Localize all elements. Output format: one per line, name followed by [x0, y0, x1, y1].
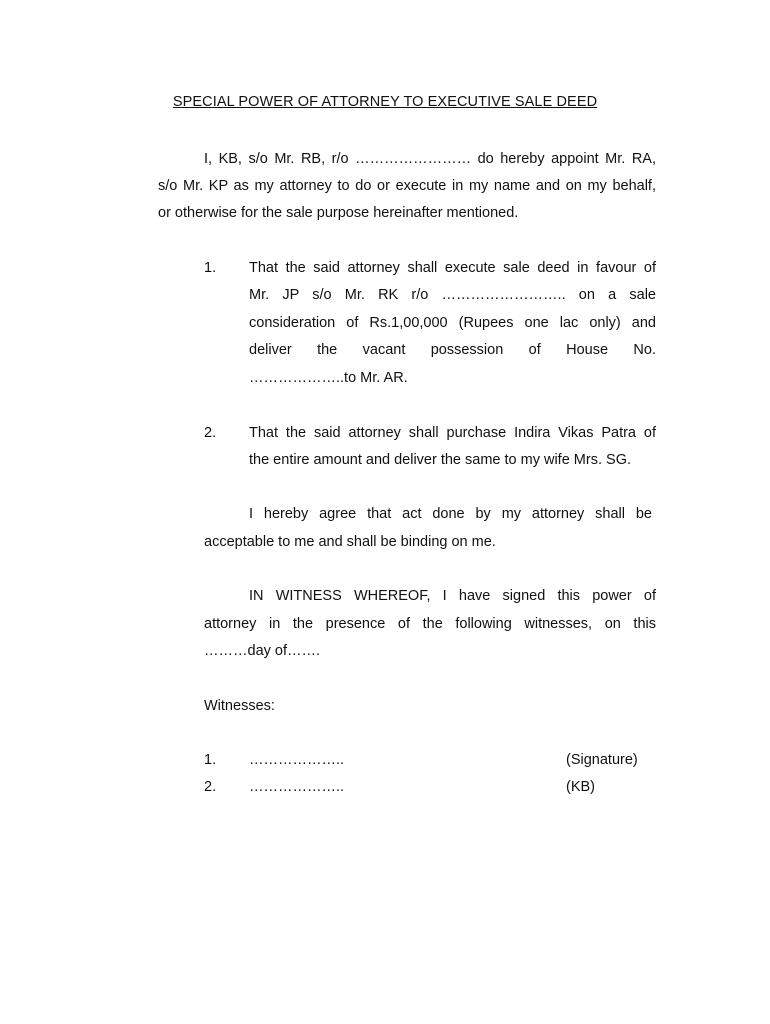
witness-clause-line-2: attorney in the presence of the following witnesses, on this	[204, 616, 656, 632]
item-1-line-4: deliver the vacant possession of House No.	[249, 342, 656, 358]
witness-1-signature-line: ………………..	[249, 752, 345, 768]
signature-label: (Signature)	[566, 752, 638, 768]
witness-2-signature-line: ………………..	[249, 779, 345, 795]
intro-line-1: I, KB, s/o Mr. RB, r/o …………………… do hereby appoint Mr. RA,	[204, 151, 656, 167]
item-1-line-5: ………………..to Mr. AR.	[249, 370, 408, 386]
witness-2-number: 2.	[204, 779, 217, 795]
witnesses-heading: Witnesses:	[204, 698, 275, 714]
witness-clause-line-1: IN WITNESS WHEREOF, I have signed this power of	[249, 588, 656, 604]
item-1-line-3: consideration of Rs.1,00,000 (Rupees one lac only) and	[249, 315, 656, 331]
witness-clause-line-3: ………day of…….	[204, 643, 321, 659]
item-1-number: 1.	[204, 260, 217, 276]
agreement-line-1: I hereby agree that act done by my attorney shall be	[249, 506, 652, 522]
witness-1-number: 1.	[204, 752, 217, 768]
item-2-line-2: the entire amount and deliver the same to my wife Mrs. SG.	[249, 452, 631, 468]
signatory-name: (KB)	[566, 779, 595, 795]
item-2-number: 2.	[204, 425, 217, 441]
item-1-line-1: That the said attorney shall execute sale deed in favour of	[249, 260, 656, 276]
document-title: SPECIAL POWER OF ATTORNEY TO EXECUTIVE SALE DEED	[172, 94, 598, 110]
agreement-line-2: acceptable to me and shall be binding on me.	[204, 534, 496, 550]
item-2-line-1: That the said attorney shall purchase Indira Vikas Patra of	[249, 425, 656, 441]
intro-line-3: or otherwise for the sale purpose hereinafter mentioned.	[158, 205, 519, 221]
intro-line-2: s/o Mr. KP as my attorney to do or execute in my name and on my behalf,	[158, 178, 656, 194]
item-1-line-2: Mr. JP s/o Mr. RK r/o …………………….. on a sale	[249, 287, 656, 303]
